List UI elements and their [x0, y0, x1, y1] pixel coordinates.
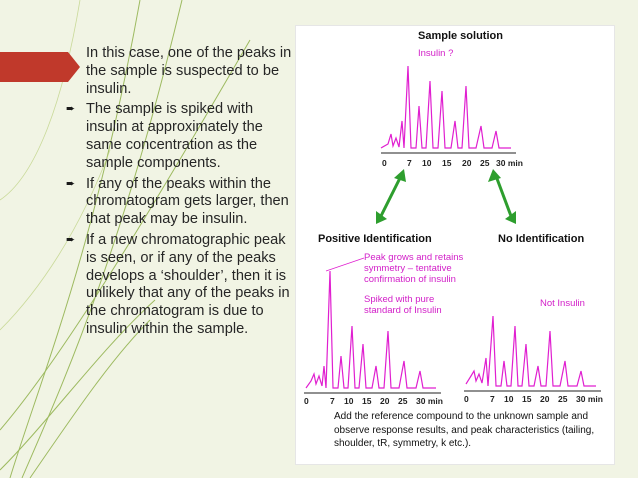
grow-note: Peak grows and retains symmetry – tentative confirmation of insulin	[364, 252, 464, 285]
no-identification-label: No Identification	[498, 233, 585, 245]
bullet-arrow-icon: ➨	[66, 177, 76, 190]
bullet-item: ➨ The sample is spiked with insulin at approximately the same concentration as the sample components.	[66, 101, 263, 171]
tick-label: 25	[398, 396, 408, 406]
tick-label: 10	[344, 396, 354, 406]
bullet-item: ➨ If a new chromatographic peak is seen, or if any of the peaks develops a ‘shoulder’, then it is unlikely that any of the peaks in the chromatogram is due to insulin within the sample.	[66, 231, 290, 337]
tick-label: 7	[330, 396, 335, 406]
green-arrows	[381, 176, 511, 216]
tick-label: 7	[407, 158, 412, 168]
not-insulin-label: Not Insulin	[540, 298, 585, 309]
tick-label: 30 min	[496, 158, 523, 168]
tick-label: 30 min	[416, 396, 443, 406]
top-chromatogram-trace	[381, 66, 511, 148]
tick-label: 0	[464, 394, 469, 404]
tick-label: 30 min	[576, 394, 603, 404]
spiked-note: Spiked with pure standard of Insulin	[364, 294, 442, 316]
tick-label: 20	[540, 394, 550, 404]
tick-label: 0	[382, 158, 387, 168]
tick-label: 15	[522, 394, 532, 404]
tick-label: 15	[442, 158, 452, 168]
bullet-item: ➨ If any of the peaks within the chromatogram gets larger, then that peak may be insulin.	[66, 175, 289, 228]
tick-label: 25	[558, 394, 568, 404]
tick-label: 10	[422, 158, 432, 168]
bullet-arrow-icon: ➨	[66, 233, 76, 246]
tick-label: 20	[380, 396, 390, 406]
right-chromatogram-trace	[466, 316, 596, 386]
tick-label: 0	[304, 396, 309, 406]
figure-title: Sample solution	[418, 30, 503, 42]
positive-identification-label: Positive Identification	[318, 233, 432, 245]
chromatogram-figure	[295, 25, 615, 465]
tick-label: 25	[480, 158, 490, 168]
tick-label: 20	[462, 158, 472, 168]
figure-caption: Add the reference compound to the unknown sample and observe response results, and peak characteristics (tailing, shoulder, tR, symmetry, k etc.).	[334, 411, 595, 449]
tick-label: 10	[504, 394, 514, 404]
tick-label: 15	[362, 396, 372, 406]
tick-label: 7	[490, 394, 495, 404]
pointer-line	[326, 258, 364, 271]
bullet-item: In this case, one of the peaks in the sample is suspected to be insulin.	[86, 45, 292, 97]
bullet-list	[66, 45, 292, 342]
bullet-arrow-icon: ➨	[66, 103, 76, 116]
left-chromatogram-trace	[306, 271, 436, 388]
insulin-label: Insulin ?	[418, 48, 454, 59]
